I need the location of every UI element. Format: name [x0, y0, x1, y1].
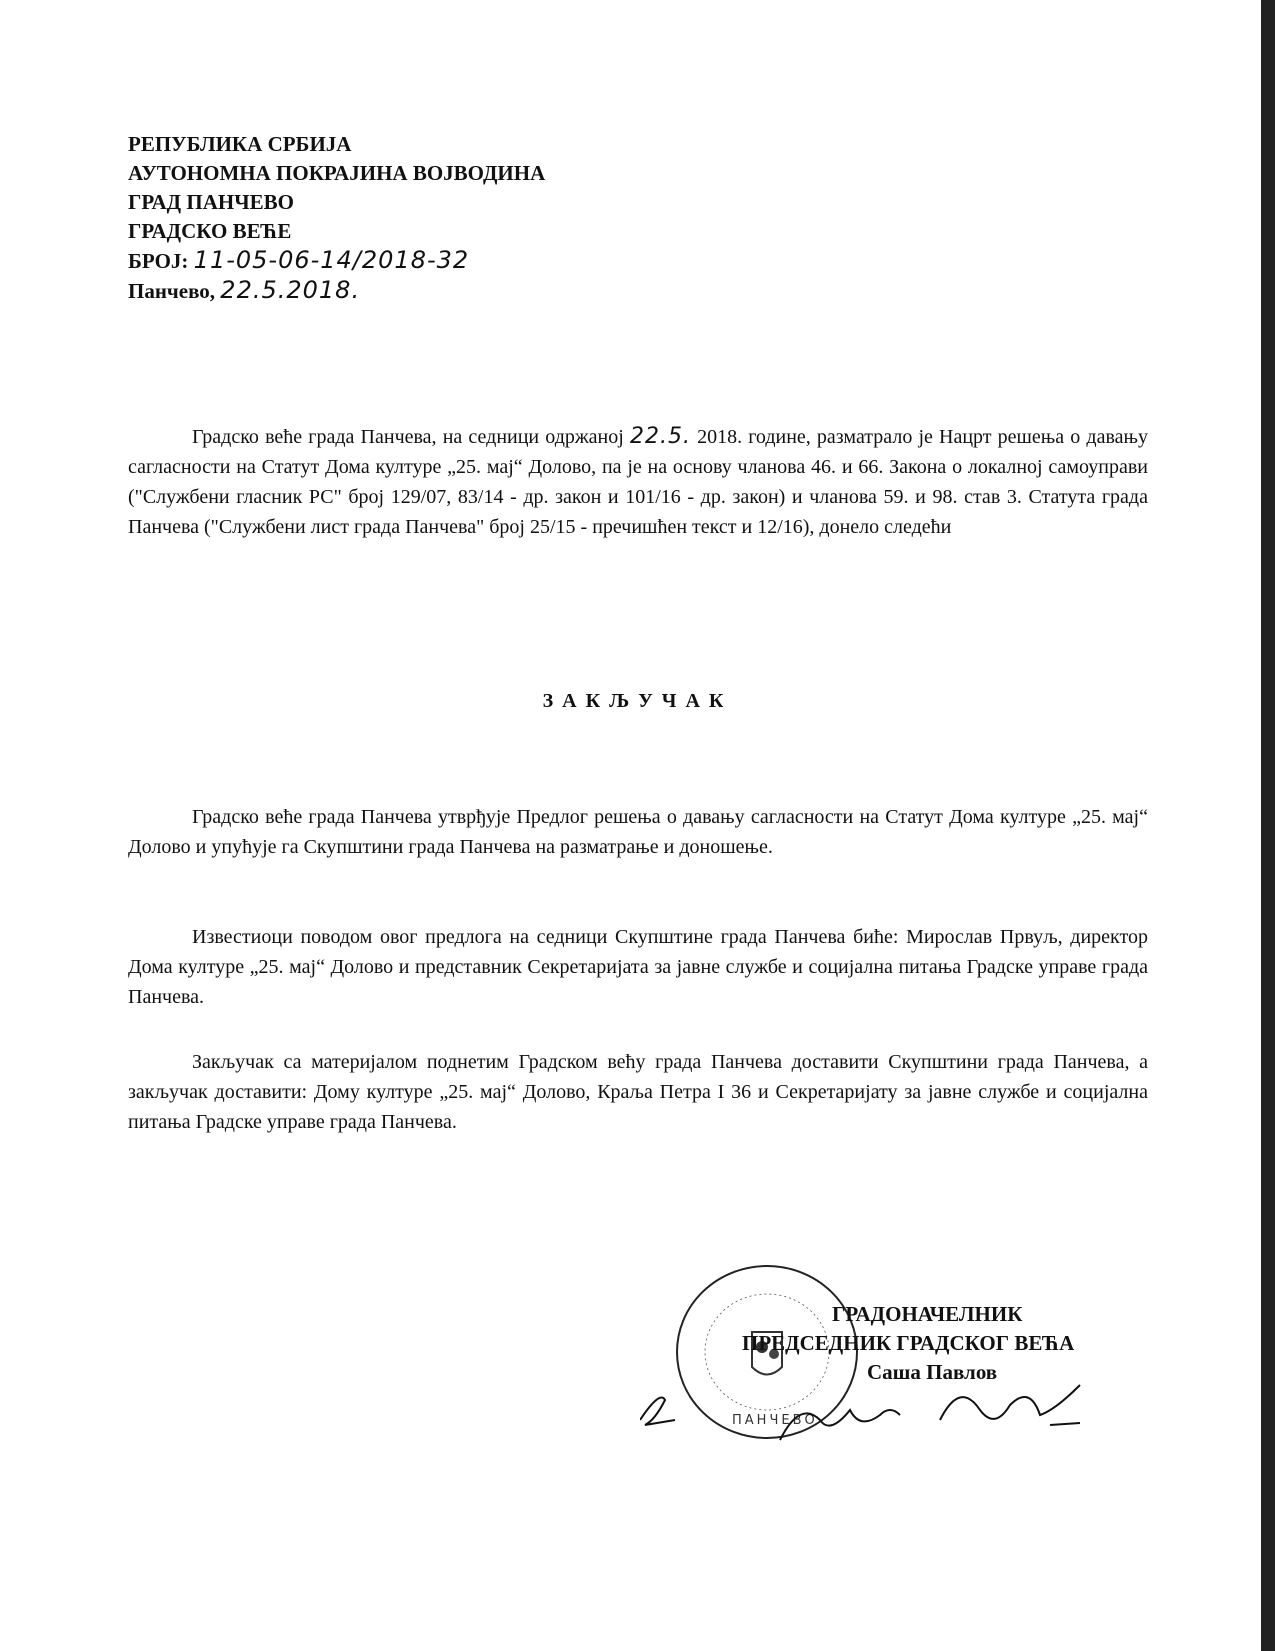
- header-country: РЕПУБЛИКА СРБИЈА: [128, 132, 352, 156]
- scan-edge: [1261, 0, 1275, 1651]
- svg-text:ПАНЧЕВО: ПАНЧЕВО: [732, 1413, 818, 1428]
- number-label: БРОЈ:: [128, 249, 189, 273]
- intro-text-cont: 2018. године, разматрало је Нацрт решења о давању сагласности на Статут Дома културе „25. мај“ Долово, па је на основу чланова 46. и 66. Закона о локалној самоуправи ("Службени гласник РС" број 129/07, 83/14 - др. закон и 101/16 - др. закон) и чланова 59. и 98. став 3. Статута града Панчева ("Службени лист града Панчева" број 25/15 - пречишћен текст и 12/16), донело следећи: [128, 426, 1148, 538]
- intro-paragraph: [128, 422, 1148, 542]
- paragraph-1: [128, 802, 1148, 862]
- intro-text: Градско веће града Панчева, на седници одржаној: [192, 426, 630, 448]
- signature-block: [742, 1300, 1074, 1387]
- paragraph-3: [128, 1047, 1148, 1137]
- handwritten-signature: [640, 1380, 1100, 1460]
- paragraph-text: Закључак са материјалом поднетим Градском већу града Панчева доставити Скупштини града Панчева, а закључак доставити: Дому културе „25. мај“ Долово, Краља Петра I 36 и Секретаријату за јавне службе и социјална питања Градске управе града Панчева.: [128, 1051, 1148, 1133]
- header-province: АУТОНОМНА ПОКРАЈИНА ВОЈВОДИНА: [128, 161, 546, 185]
- number-value: 11-05-06-14/2018-32: [193, 246, 470, 274]
- signatory-name: Саша Павлов: [867, 1360, 998, 1384]
- date-value: 22.5.2018.: [220, 276, 361, 304]
- document-header: [128, 130, 545, 306]
- paragraph-2: [128, 922, 1148, 1012]
- paragraph-text: Градско веће града Панчева утврђује Предлог решења о давању сагласности на Статут Дома културе „25. мај“ Долово и упућује га Скупштини града Панчева на разматрање и доношење.: [128, 806, 1148, 858]
- place-label: Панчево,: [128, 279, 216, 303]
- header-city: ГРАД ПАНЧЕВО: [128, 190, 294, 214]
- header-place-date: [128, 276, 545, 306]
- handwritten-session-date: 22.5.: [629, 424, 691, 449]
- document-title: ЗАКЉУЧАК: [542, 690, 733, 712]
- paragraph-text: Известиоци поводом овог предлога на седници Скупштине града Панчева биће: Мирослав Првуљ, директор Дома културе „25. мај“ Долово и представник Секретаријата за јавне службе и социјална питања Градске управе града Панчева.: [128, 926, 1148, 1008]
- signatory-title-mayor: ГРАДОНАЧЕЛНИК: [832, 1302, 1023, 1326]
- signatory-title-president: ПРЕДСЕДНИК ГРАДСКОГ ВЕЋА: [742, 1331, 1075, 1355]
- header-number: [128, 246, 545, 276]
- header-council: ГРАДСКО ВЕЋЕ: [128, 219, 292, 243]
